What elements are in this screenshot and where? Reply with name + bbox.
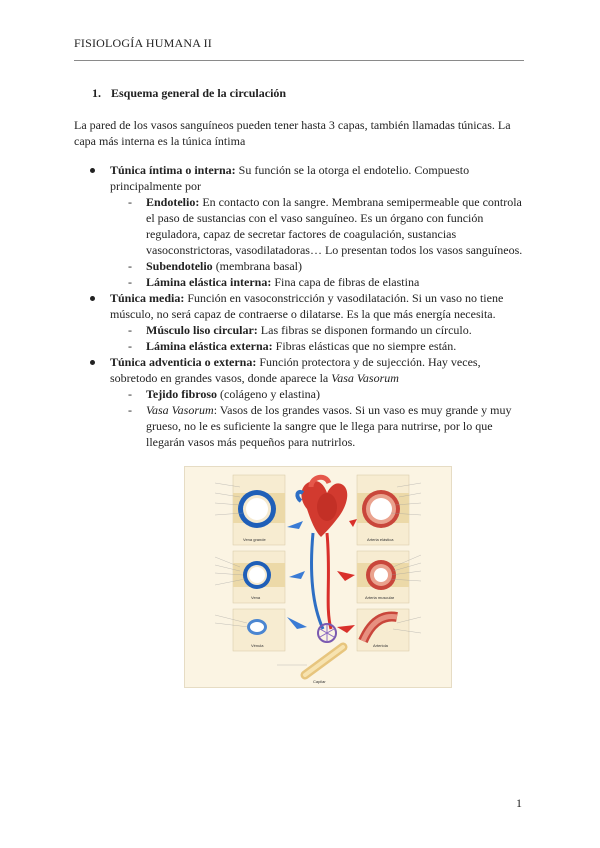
bullet-dot [90,168,95,173]
panel-arteriola [357,609,409,651]
item-term: Túnica media: [110,291,185,305]
dash: - [128,339,132,353]
flow-arrows-red [337,519,357,633]
sub-item-tejido-fibroso [0,386,525,402]
capillary-bed [318,624,336,642]
panel-arteria-elastica [357,475,409,545]
caption-venula: Vénula [251,643,264,648]
item-italic: Vasa Vasorum [331,371,399,385]
tunics-list [0,162,600,450]
section-number: 1. [92,86,101,100]
sub-term: Endotelio: [146,195,200,209]
section-heading [92,86,286,101]
caption-vena-grande: Vena grande [243,537,266,542]
sub-item-vasa-vasorum [0,402,525,450]
sub-term: Subendotelio [146,259,213,273]
dash: - [128,387,132,401]
item-text: Función en vasoconstricción y vasodilatación. Si un vaso no tiene músculo, no será capaz de contraerse o dilatarse. Es la que más energía necesita. [110,291,504,321]
dash: - [128,403,132,417]
caption-vena: Vena [251,595,261,600]
sub-term: Tejido fibroso [146,387,218,401]
sub-item-endotelio [0,194,525,258]
sub-item-musculo-liso [0,322,525,338]
sub-text: (membrana basal) [212,259,302,273]
capillary-tube [277,647,343,684]
list-item-tunica-adventicia [0,354,525,386]
panel-vena [233,551,285,603]
bullet-dot [90,296,95,301]
heart-icon [297,477,347,537]
caption-arteria-muscular: Arteria muscular [365,595,395,600]
header-rule [74,60,524,61]
panel-venula [233,609,285,651]
caption-arteriola: Arteriola [373,643,388,648]
sub-text: : Vasos de los grandes vasos. Si un vaso es muy grande y muy grueso, no le es suficiente la sangre que le llega para nutrirse, por lo que llegarán vasos más pequeños para nutrirlos. [146,403,512,449]
caption-arteria-elastica: Arteria elástica [367,537,394,542]
sub-term-italic: Vasa Vasorum [146,403,214,417]
sub-text: Las fibras se disponen formando un círculo. [257,323,472,337]
intro-paragraph: La pared de los vasos sanguíneos pueden tener hasta 3 capas, también llamadas túnicas. La capa más interna es la túnica íntima [74,118,511,148]
sub-term: Músculo liso circular: [146,323,258,337]
sub-item-lamina-interna [0,274,525,290]
item-term: Túnica adventicia o externa: [110,355,257,369]
circulation-diagram [185,467,451,687]
sub-term: Lámina elástica interna: [146,275,272,289]
bullet-dot [90,360,95,365]
item-text: Su función se la otorga el endotelio. Compuesto principalmente por [110,163,470,193]
circulation-figure [184,466,452,688]
artery-trunk [327,533,331,629]
panel-arteria-muscular [357,551,409,603]
sub-text: (colágeno y elastina) [217,387,320,401]
sub-text: Fibras elásticas que no siempre están. [272,339,457,353]
sub-item-subendotelio [0,258,525,274]
flow-arrows [287,521,307,629]
list-item-tunica-media [0,290,525,322]
dash: - [128,275,132,289]
panel-vena-grande [233,475,285,545]
sub-term: Lámina elástica externa: [146,339,273,353]
sub-text: En contacto con la sangre. Membrana semipermeable que controla el paso de sustancias con el vaso sanguíneo. Es un órgano con función reguladora, capaz de secretar factores de coagulación, sustancias vasoconstrictoras, vasodilatadoras… Lo presentan todos los vasos sanguíneos. [146,195,523,257]
section-title: Esquema general de la circulación [111,86,287,100]
list-item-tunica-intima [0,162,525,194]
vein-trunk [311,533,323,629]
running-header: FISIOLOGÍA HUMANA II [74,36,212,50]
caption-capilar: Capilar [313,679,326,684]
dash: - [128,195,132,209]
dash: - [128,323,132,337]
vein-lumen [246,498,268,520]
sub-item-lamina-externa [0,338,525,354]
item-text: Función protectora y de sujección. Hay veces, sobretodo en grandes vasos, donde aparece la [110,355,481,385]
sub-text: Fina capa de fibras de elastina [271,275,420,289]
item-term: Túnica íntima o interna: [110,163,236,177]
page-number: 1 [516,796,522,810]
dash: - [128,259,132,273]
